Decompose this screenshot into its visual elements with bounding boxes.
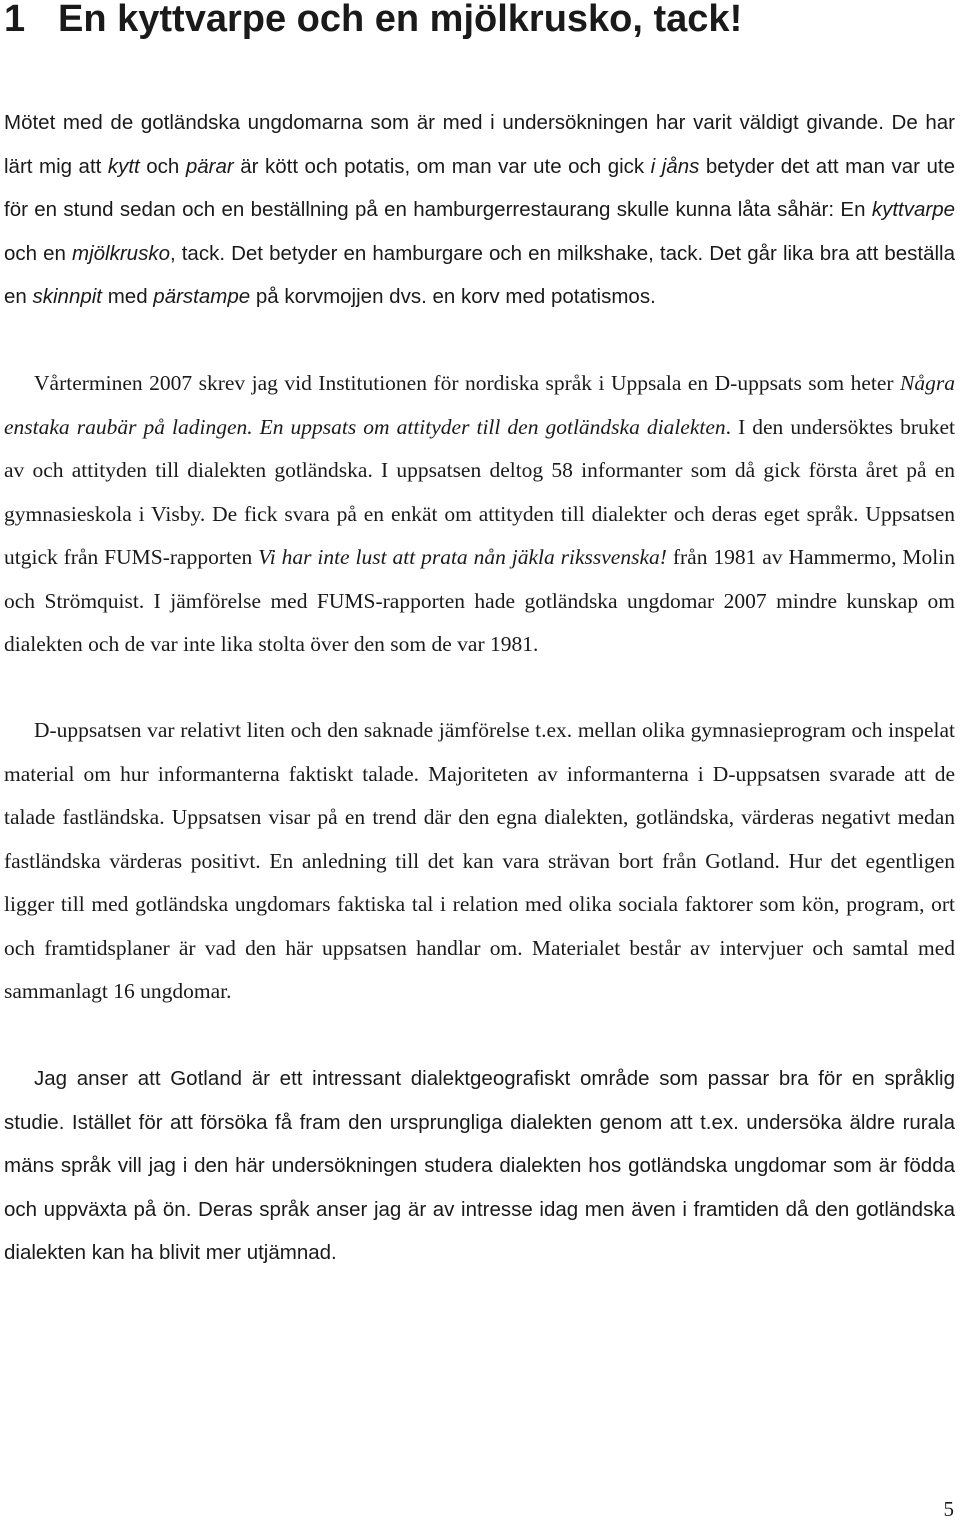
text-run: med xyxy=(102,285,154,308)
section-title: En kyttvarpe och en mjölkrusko, tack! xyxy=(58,0,743,40)
paragraph-purpose: D-uppsatsen var relativt liten och den saknade jämförelse t.ex. mellan olika gymnasieprogram och inspelat material om hur informanterna faktiskt talade. Majoriteten av informanterna i D-uppsatsen svarade att de talade fastländska. Uppsatsen visar på en trend där den egna dialekten, gotländska, värderas negativt medan fastländska värderas positivt. En anledning till det kan vara strävan bort från Gotland. Hur det egentligen ligger till med gotländska ungdomars faktiska tal i relation med olika sociala faktorer som kön, program, ort och framtidsplaner är vad den här uppsatsen handlar om. Materialet består av intervjuer och samtal med sammanlagt 16 ungdomar. xyxy=(4,718,955,1003)
text-run: Vårterminen 2007 skrev jag vid Institutionen för nordiska språk i Uppsala en D-uppsats som heter xyxy=(34,371,901,395)
italic-term: skinnpit xyxy=(32,285,103,308)
text-run: på korvmojjen dvs. en korv med potatismos. xyxy=(250,285,656,308)
text-run: från 1981 av Hammermo, Molin och Strömquist. I jämförelse med FUMS-rapporten hade gotländska ungdomar 2007 mindre kunskap om dialekten och de var inte lika stolta över den som de var 1981. xyxy=(4,545,955,656)
italic-term: mjölkrusko xyxy=(72,241,170,265)
text-run: , tack. Det betyder en hamburgare och en milkshake, tack. Det går lika bra att beställa en xyxy=(4,241,955,308)
text-run: är kött och potatis, om man var ute och gick xyxy=(233,154,651,178)
text-run: och xyxy=(139,154,186,178)
paragraph-intro xyxy=(4,101,955,319)
text-run: Mötet med de gotländska ungdomarna som är med i undersökningen har varit väldigt givande. De har lärt mig att xyxy=(4,111,955,178)
page-number: 5 xyxy=(943,1497,954,1521)
paragraph-background xyxy=(4,362,955,667)
section-heading xyxy=(4,0,742,44)
italic-term: kytt xyxy=(107,154,140,178)
paragraph-motivation: Jag anser att Gotland är ett intressant dialektgeografiskt område som passar bra för en språklig studie. Istället för att försöka få fram den ursprungliga dialekten genom att t.ex. undersöka äldre rurala mäns språk vill jag i den här undersökningen studera dialekten hos gotländska ungdomar som är födda och uppväxta på ön. Deras språk anser jag är av intresse idag men även i framtiden då den gotländska dialekten kan ha blivit mer utjämnad. xyxy=(4,1067,955,1264)
italic-title: Några enstaka raubär på ladingen. En uppsats om attityder till den gotländska dialekten xyxy=(4,371,955,439)
italic-term: i jåns xyxy=(650,154,700,178)
text-run: betyder det att man var ute för en stund sedan och en beställning på en hamburgerrestaurang skulle kunna låta såhär: En xyxy=(4,154,955,221)
italic-term: pärstampe xyxy=(153,285,251,308)
text-run: och en xyxy=(4,241,72,265)
text-run: . I den undersöktes bruket av och attityden till dialekten gotländska. I uppsatsen deltog 58 informanter som då gick första året på en gymnasieskola i Visby. De fick svara på en enkät om attityden till dialekter och deras eget språk. Uppsatsen utgick från FUMS-rapporten xyxy=(4,414,955,569)
section-number: 1 xyxy=(4,0,26,40)
italic-term: kyttvarpe xyxy=(871,198,955,221)
italic-term: pärar xyxy=(185,154,234,178)
italic-title: Vi har inte lust att prata nån jäkla rikssvenska! xyxy=(258,545,667,569)
